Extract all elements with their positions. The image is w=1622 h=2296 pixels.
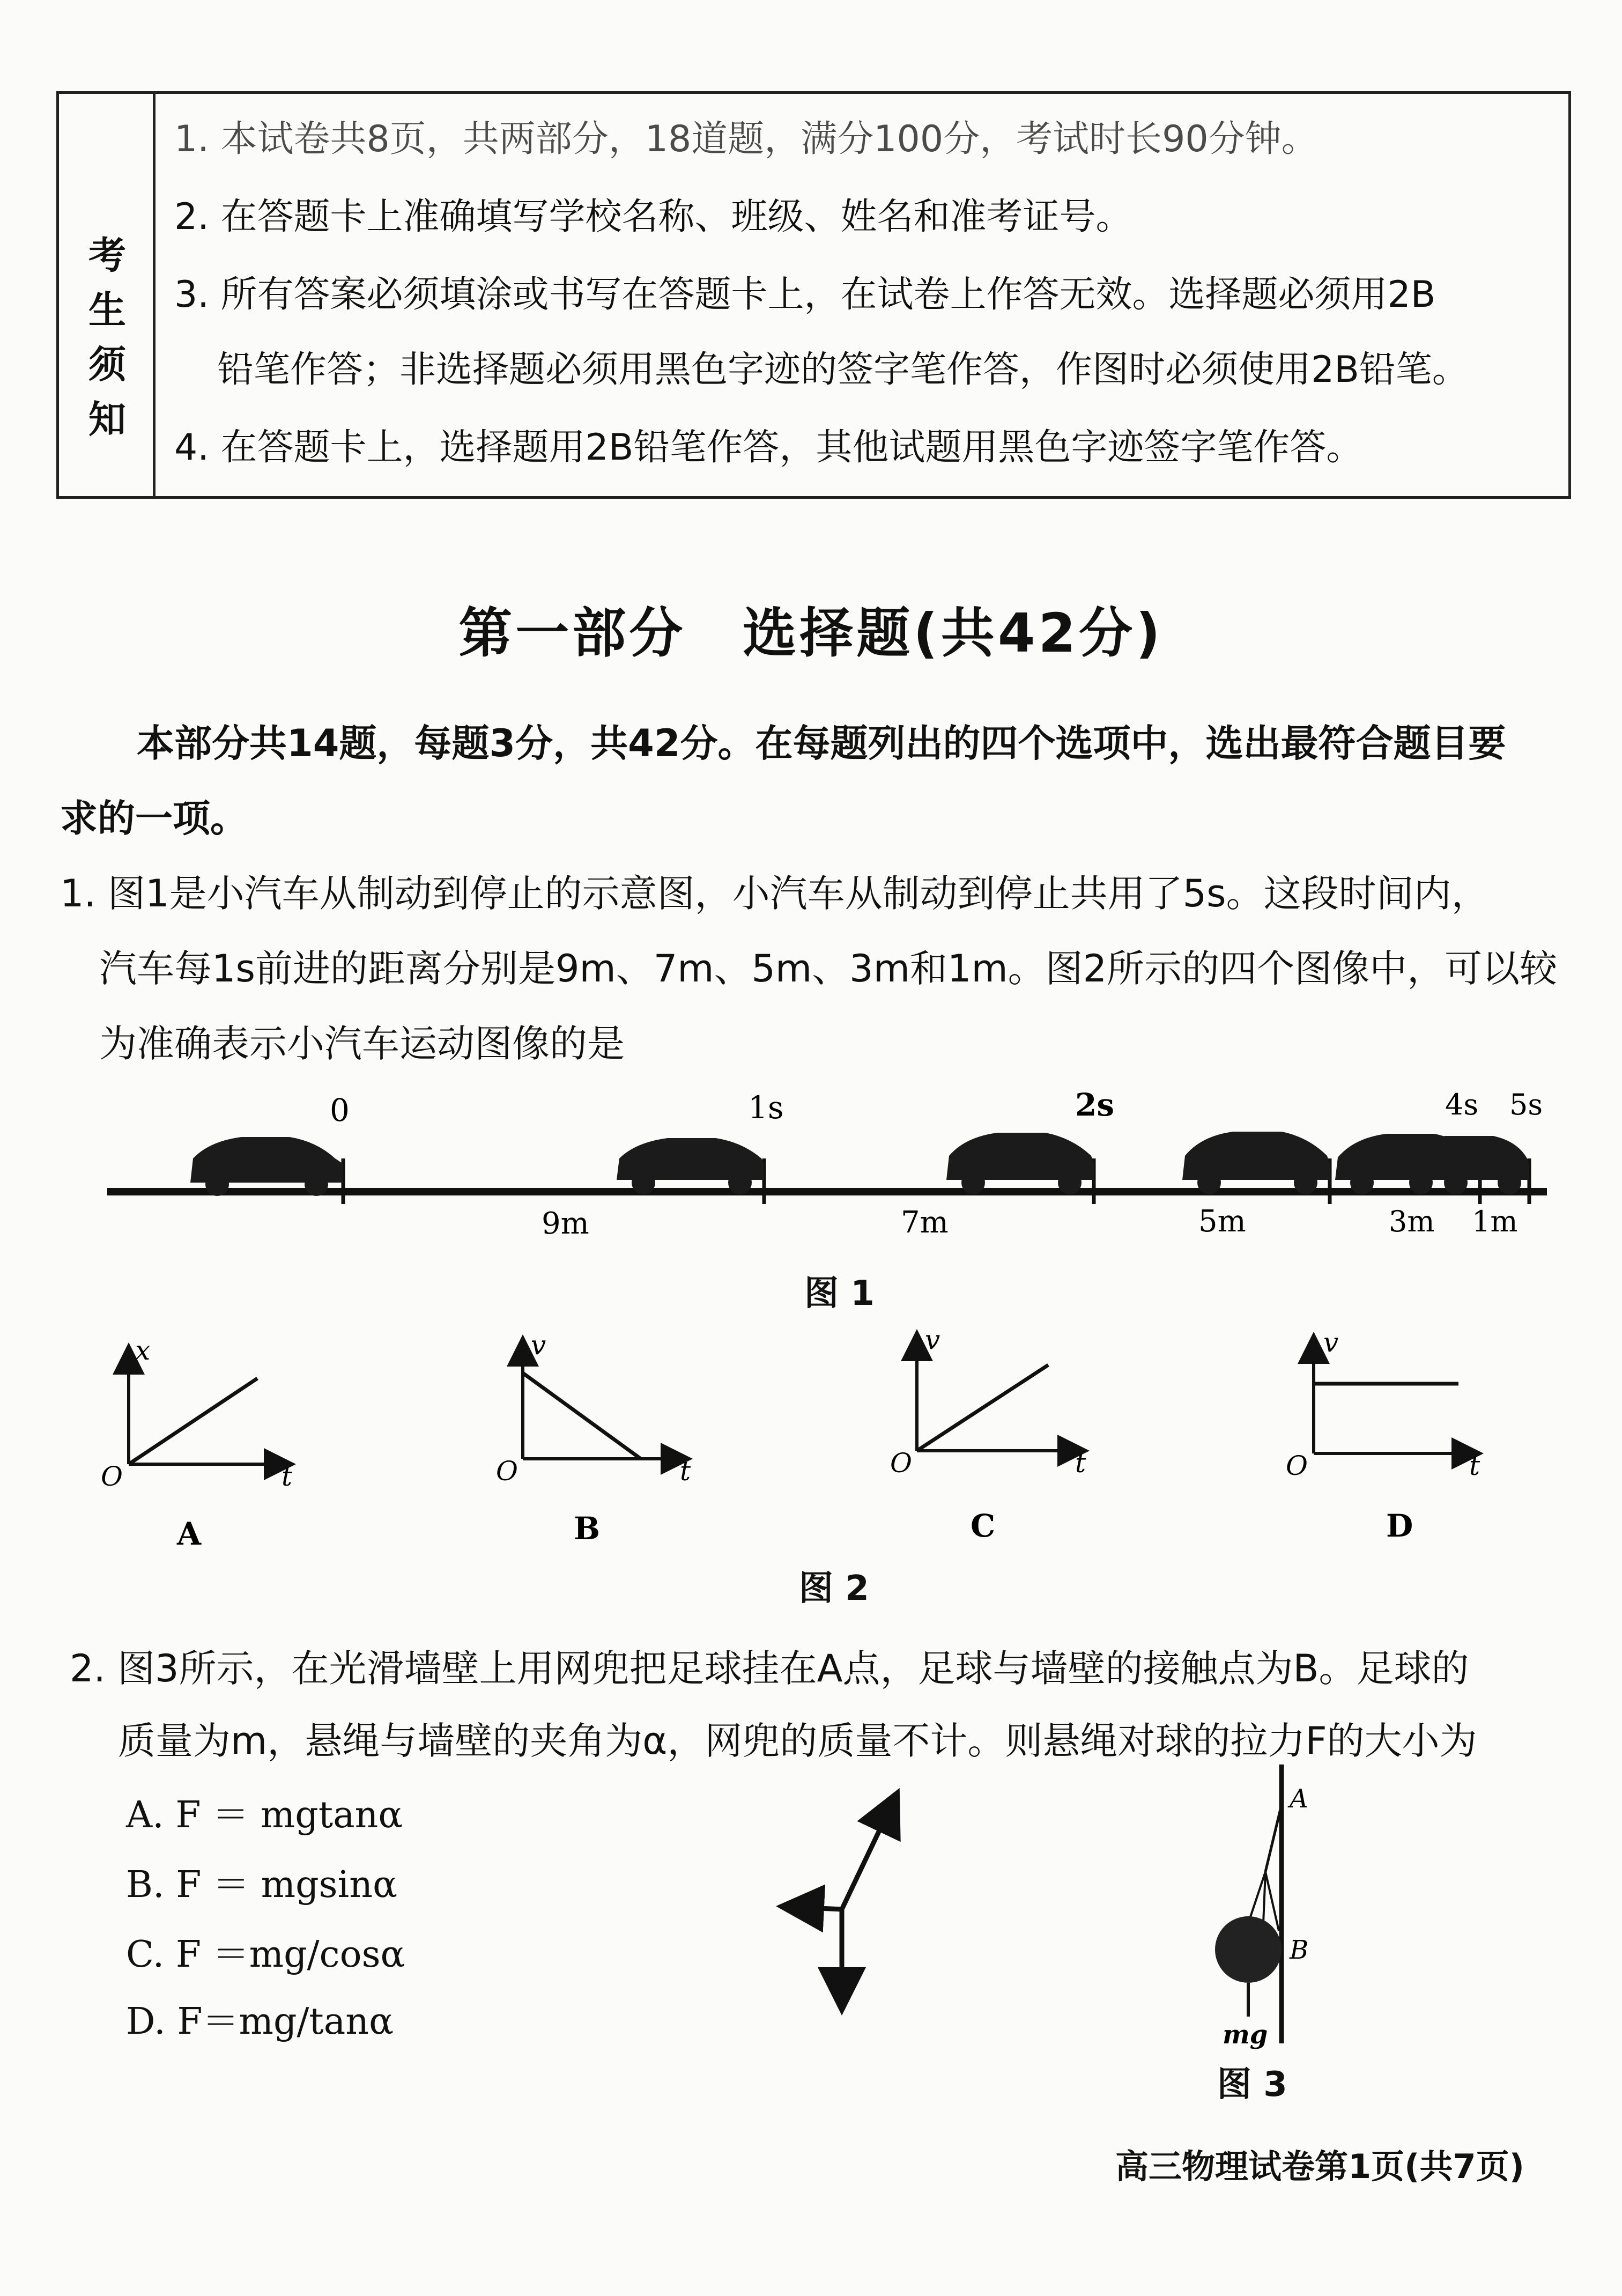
distance-label-3m: 3m (1389, 1205, 1435, 1238)
q2-stem-line-2: 质量为m，悬绳与墙壁的夹角为α，网兜的质量不计。则悬绳对球的拉力F的大小为 (118, 1719, 1477, 1763)
page-footer: 高三物理试卷第1页(共7页) (1115, 2147, 1524, 2186)
time-label-0: 0 (330, 1092, 350, 1128)
car-icon (190, 1137, 343, 1196)
graph-a-option: A (177, 1516, 202, 1552)
section-intro-line-2: 求的一项。 (60, 796, 248, 840)
notice-line-1: 1. 本试卷共8页，共两部分，18道题，满分100分，考试时长90分钟。 (174, 118, 1318, 160)
exam-notice-box (56, 91, 1571, 499)
graph-c (890, 1325, 1086, 1544)
graph-d-origin: O (1286, 1450, 1308, 1481)
distance-label-5m: 5m (1198, 1204, 1246, 1239)
point-b-label: B (1290, 1935, 1309, 1965)
q1-stem-line-3: 为准确表示小汽车运动图像的是 (99, 1022, 625, 1066)
graph-c-line (917, 1365, 1048, 1451)
q2-stem-line-1: 2. 图3所示，在光滑墙壁上用网兜把足球挂在A点，足球与墙壁的接触点为B。足球的 (70, 1647, 1469, 1690)
football-icon (1215, 1916, 1282, 1983)
notice-side-panel (59, 94, 155, 496)
distance-label-7m: 7m (901, 1205, 949, 1240)
graph-b-x-label: t (680, 1456, 691, 1487)
graph-d (1286, 1327, 1480, 1544)
distance-label-9m: 9m (542, 1206, 589, 1241)
graph-a-line (129, 1378, 257, 1464)
figure-3-caption: 图 3 (1217, 2065, 1287, 2105)
graph-d-x-label: t (1469, 1450, 1480, 1481)
graph-d-option: D (1386, 1508, 1413, 1544)
notice-line-5: 4. 在答题卡上，选择题用2B铅笔作答，其他试题用黑色字迹签字笔作答。 (174, 426, 1363, 469)
graph-b-y-label: v (531, 1330, 546, 1361)
graph-a (101, 1335, 293, 1552)
figure-2-caption: 图 2 (799, 1569, 869, 1608)
q1-stem-line-1: 1. 图1是小汽车从制动到停止的示意图，小汽车从制动到停止共用了5s。这段时间内， (60, 872, 1489, 916)
figure-2-graphs (0, 1325, 1622, 1571)
graph-c-y-label: v (925, 1325, 940, 1355)
q2-option-b: B. F ＝ mgsinα (126, 1864, 397, 1906)
section-intro-line-1: 本部分共14题，每题3分，共42分。在每题列出的四个选项中，选出最符合题目要 (137, 721, 1506, 765)
graph-c-origin: O (890, 1448, 912, 1479)
notice-line-2: 2. 在答题卡上准确填写学校名称、班级、姓名和准考证号。 (174, 196, 1132, 238)
figure-1-caption: 图 1 (804, 1274, 875, 1313)
normal-force-arrow (786, 1907, 842, 1909)
time-label-2s: 2s (1075, 1087, 1115, 1123)
graph-d-y-label: v (1323, 1327, 1339, 1358)
q2-option-c: C. F ＝mg/cosα (126, 1933, 405, 1976)
graph-c-x-label: t (1075, 1448, 1086, 1479)
q1-stem-line-2: 汽车每1s前进的距离分别是9m、7m、5m、3m和1m。图2所示的四个图像中，可以较 (99, 947, 1558, 991)
notice-side-label: 考生须知 (88, 233, 126, 441)
time-label-1s: 1s (748, 1089, 784, 1126)
time-label-5s: 5s (1509, 1088, 1543, 1121)
figure-1-car-braking (0, 1073, 1622, 1298)
notice-line-3: 3. 所有答案必须填涂或书写在答题卡上，在试卷上作答无效。选择题必须用2B (174, 274, 1436, 316)
weight-label: mg (1223, 2020, 1268, 2050)
graph-c-option: C (971, 1508, 996, 1544)
q2-option-d: D. F＝mg/tanα (126, 2000, 394, 2043)
car-icon (1182, 1132, 1330, 1194)
graph-b (496, 1330, 691, 1547)
graph-b-origin: O (496, 1456, 518, 1487)
tension-arrow (842, 1797, 895, 1909)
time-label-4s: 4s (1445, 1088, 1479, 1121)
graph-b-line (523, 1373, 641, 1459)
graph-a-x-label: t (282, 1461, 293, 1492)
graph-b-option: B (574, 1510, 601, 1547)
force-sketch (772, 1786, 912, 2022)
notice-line-4: 铅笔作答；非选择题必须用黑色字迹的签字笔作答，作图时必须使用2B铅笔。 (217, 349, 1469, 391)
car-icon (617, 1138, 764, 1194)
car-icon (946, 1133, 1094, 1194)
graph-a-y-label: x (135, 1335, 151, 1366)
point-a-label: A (1290, 1784, 1308, 1814)
figure-3-ball-on-wall (1169, 1765, 1383, 2054)
graph-a-origin: O (101, 1461, 123, 1492)
section-title: 第一部分 选择题(共42分) (458, 602, 1164, 665)
distance-label-1m: 1m (1472, 1205, 1518, 1238)
q2-option-a: A. F ＝ mgtanα (126, 1794, 403, 1836)
